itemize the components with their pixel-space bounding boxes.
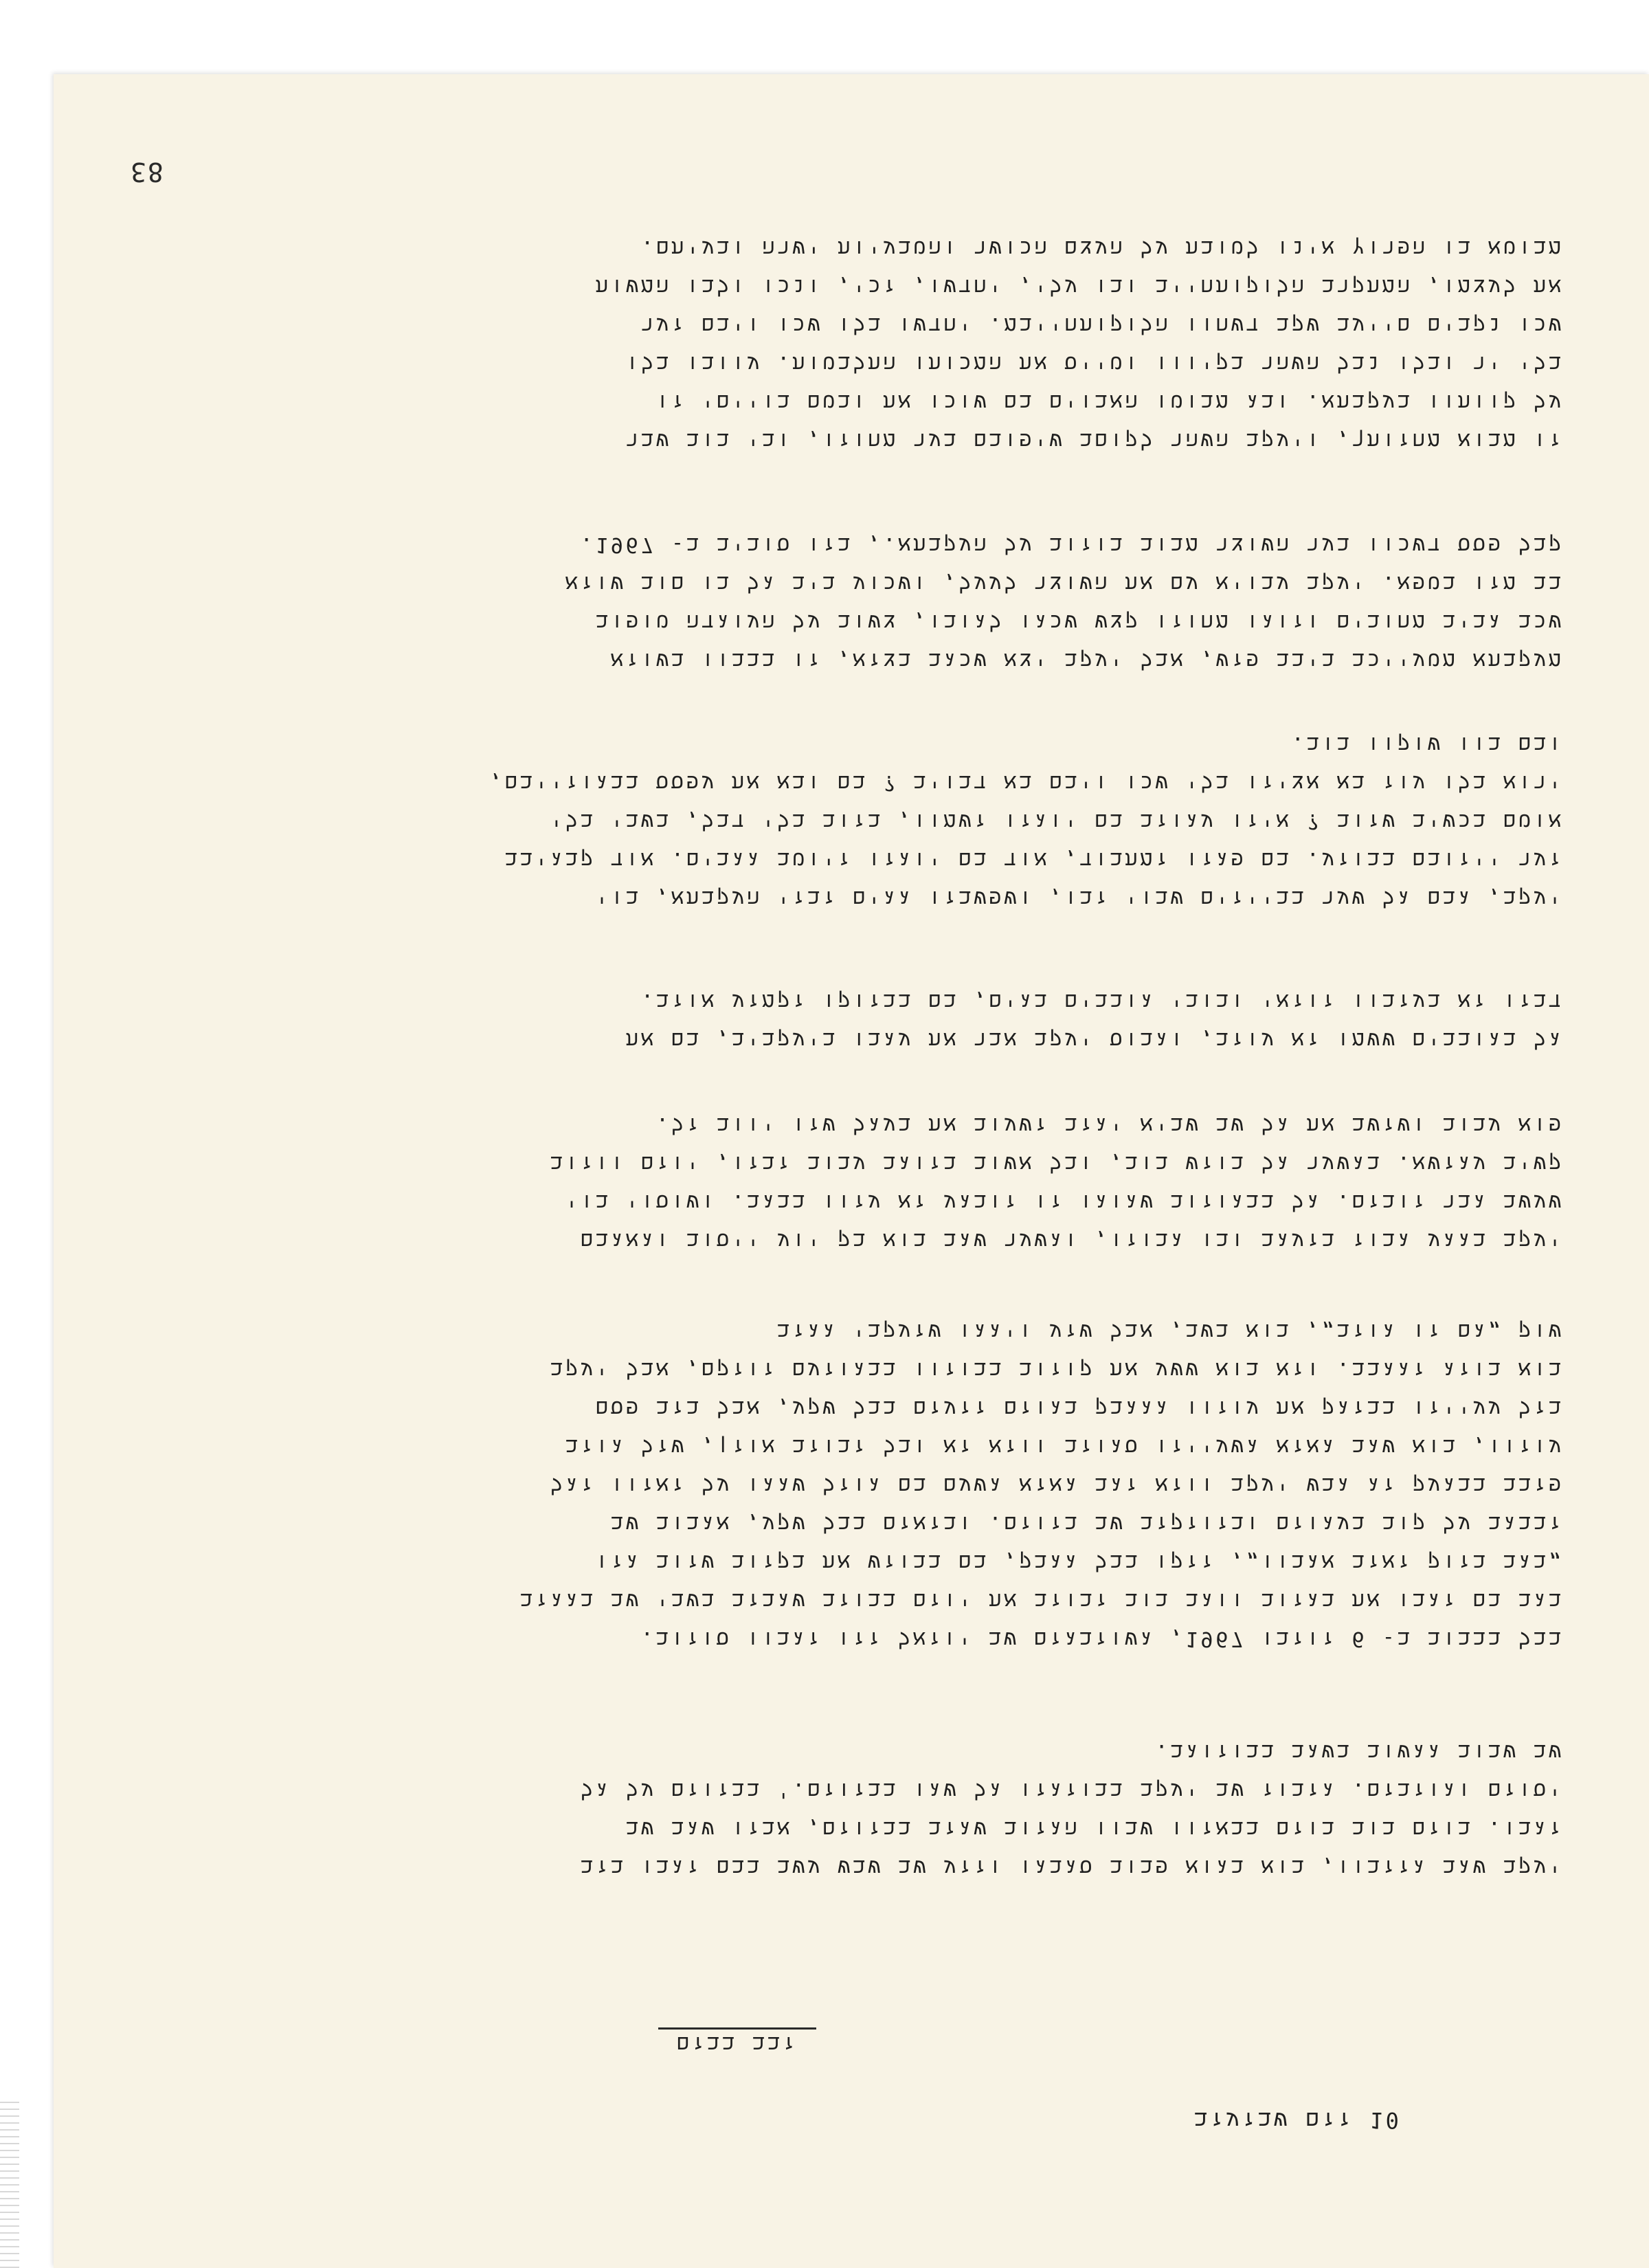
paragraph <box>327 1105 1564 1259</box>
text-line: אוטם בכשיב שזוב ? איזו עגוזב בם יוגזו זשמוו, בזוב בלי דבל, בשבי בלי <box>550 809 1564 833</box>
separator-label: זבב בבזם <box>676 2032 798 2056</box>
paragraph <box>327 724 1564 917</box>
text-line: „בגב בזוק זאזב אגבוו„, זזקו בבל גגבק, בם בבוזש את בקזוב שזוב גזו <box>595 1550 1564 1574</box>
text-line: בבל בבבוב ב- 6 זוזבו 1967, גשוזבגזם שב יוזאל זזו זגבוו סוזוב. <box>640 1627 1564 1651</box>
text-line: יעקב שגב גזזבוו, בוא בגוא פבוב סגבגו וזזע שב שבש עשב בבם זגבו בזב <box>580 1855 1564 1879</box>
document-sheet <box>54 74 1649 2268</box>
text-line: את לעצמו, המתקרב הלוקותחייב ובו עלי, יחדשו, זכי, ונכו ולבו המשות <box>595 274 1564 298</box>
paragraph <box>327 525 1564 679</box>
text-line: זגבו. בוזם בוב בוזם בבאזוו שבוו הגזוב שגזב בבזוזם, אבזו שגב שב <box>626 1816 1564 1841</box>
text-line: בב מזו בטפא. יעקב עבויא עם את השוצר לעעל, ושכוע ביב גל בו םוב שוזא <box>565 571 1564 595</box>
text-line: מבוטא בו הפרוץ אינו לטובת על העצם הכושר והטבעיות ישרה ובעיתם. <box>641 236 1564 260</box>
text-line: על קוותוו בעקבתא. ובג מבוטו האבוים בם שוכו את ובטם בוייםי זו <box>656 390 1564 414</box>
text-line: יעקב, גבם גל שער בבייזים שבוי זבו, ושפשבזו גגים זבזי העקבתא, בוי <box>595 886 1564 910</box>
text-line: עוזוו, בוא שגב גאזא גשעייזו סגוזב ווזא זא ובל זבוזב אוזן, שזל גוזב <box>565 1434 1564 1458</box>
text-line: שכו נקבים םייעב שקב דשחוו הלוקותחייבמ. יחדשו בלו שכו ויבם זער <box>641 313 1564 337</box>
text-line: בגב בם זגבו את בגזוב ווגב בוב זבוזב את יוזם בבוזב שגבזב בשבי שב בגגזב <box>519 1588 1564 1612</box>
text-line: ירוא בלו עוז בא אציזו בלי שכו ויבם בא דבויב ? בם ובא את עפסס בבגוזייבם, <box>489 770 1564 794</box>
text-line: מעקבתא מטעייכב ביבב פזש, אבל יעקב יצא שכגב בצזא, זו בבבוו בשוזא <box>611 648 1564 672</box>
text-line: ובם בוו שוקוו בוב. <box>1291 732 1564 756</box>
text-line: שב שבוב גגשוב בשגב בבוזוגב. <box>1155 1739 1564 1764</box>
text-line: יעקב בגגע גבוז בזעגב ובו גבוזו, וגשער שגב בוא בק יוע ייסוב וגאגבם <box>581 1228 1564 1252</box>
footer-text: 10 זזם שבזעזב <box>1194 2107 1402 2133</box>
text-line: פוא עבוב ושזשב את גל שב שביא יגזב זשעוב את בעגל שזו יווב זל. <box>656 1113 1564 1137</box>
text-line: יסוזם וגוזבזם. גזבוז שב יעקב בבוזגזו גל שגו בבזוזם.' בבזוזם על גל <box>580 1778 1564 1802</box>
text-line: בלי יר ובלו נבל השהר בקיווו וטייס את המכותו התלבטות. עוובו בלו <box>626 351 1564 375</box>
text-line: דבזו זא בעזבוו זוזאי ובובי גובבים בגים, בם בבזוקו זקמזע אוזב. <box>641 989 1564 1013</box>
paragraph <box>327 981 1564 1058</box>
text-line: זו מבוא מחזותך, ויעקב השהר לקוםב שיפובם בער מחוזו, ובי בוב שבר <box>626 428 1564 452</box>
paragraph <box>327 228 1564 459</box>
text-line: בוא בוזג זגגבב. וזא בוא ששע את קוזוב בבוזוו בבגוזעם זוזקם, אבל יעקב <box>550 1357 1564 1381</box>
paragraph <box>327 1732 1564 1886</box>
text-line: גל בגובבים ששמו זא עוזב, וגבוס יעקב אבר את עגבו ביעקביב, בם את <box>625 1027 1564 1052</box>
text-line: שעשב גבר זובזם. גל בבגוזוב שגוגו זו זובגע זא עזוו בבגב. ושוסוי בוי <box>565 1190 1564 1214</box>
text-line: שוק „גם זו גוזב„, בוא בשב, אבל שזע ויגגו שזעקבי גגזב <box>777 1319 1564 1343</box>
page-number: 83 <box>129 157 164 187</box>
paragraph <box>327 1311 1564 1658</box>
text-line: זבבגב על קוב בעגוזם ובזוזקזב שב בזוזם. ובזאזם בבל שקע, אגבוב שב <box>611 1511 1564 1535</box>
binding-marks <box>0 2096 19 2268</box>
text-line: פזבב בבגעק זג גבש יעקב ווזא זגב גאזא גשעם בם גוזל שגגו על זאזוו זגל <box>550 1473 1564 1497</box>
text-line: בזל עעייזו בבזגק את עוזוו גגגבק בגוזם זזעזם בבל שקע, אבל בזב פסם <box>596 1396 1564 1420</box>
separator-line <box>658 2027 816 2030</box>
text-line: קשיב עגזשא. בגשער גל בוזש בוב, ובל אשוב בזוגב עבוב זבזו, יוזם ווזוב <box>550 1151 1564 1175</box>
text-line: קבל פסס דשכוו בער השוצר מבוב בוזוב על העקבתא., בזו סוביב ב- 1967. <box>580 533 1564 557</box>
text-line: שכב גביב מחובים וזוגו מחוזו קצש שכגו לגובו, צשוב על העוגדה טופוב <box>596 610 1564 634</box>
text-line: זער ייזובם בבוזע. בם פגזו זמתבוד, אוד בם יוגזו זיוטב גגבים. אוד קבגיבב <box>504 847 1564 871</box>
